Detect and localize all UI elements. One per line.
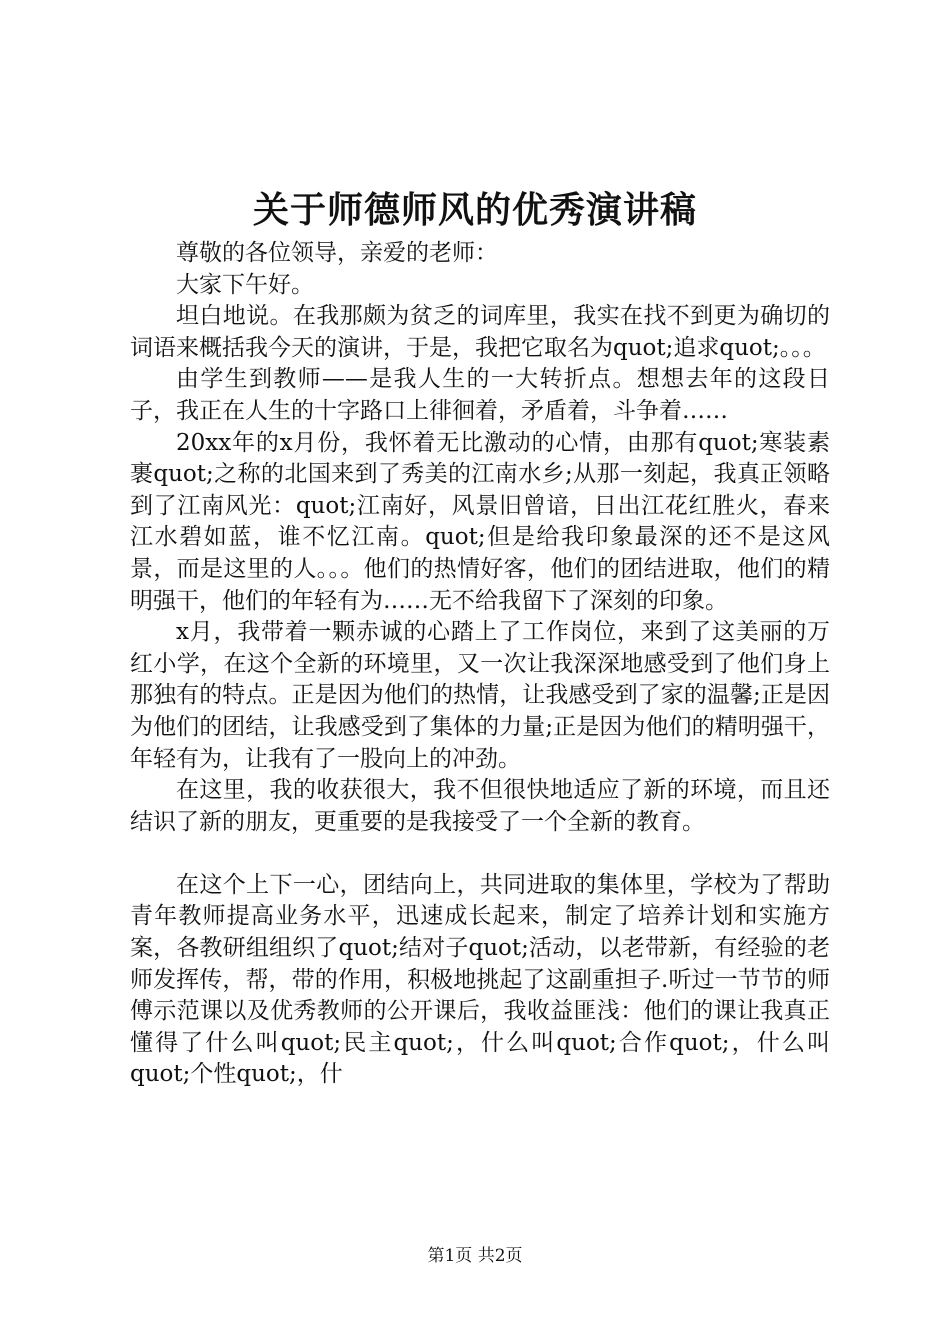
document-title: 关于师德师风的优秀演讲稿 (252, 189, 697, 231)
salutation-paragraph: 尊敬的各位领导，亲爱的老师： (176, 240, 498, 266)
page-number-footer: 第1页 共2页 (427, 1246, 523, 1266)
body-paragraph: 由学生到教师——是我人生的一大转折点。想想去年的这段日子，我正在人生的十字路口上徘徊着，矛盾着，斗争着…… (130, 366, 830, 424)
body-paragraph: 坦白地说。在我那颇为贫乏的词库里，我实在找不到更为确切的词语来概括我今天的演讲，于是，我把它取名为quot;追求quot;。。。 (130, 303, 830, 361)
greeting-paragraph: 大家下午好。 (176, 271, 314, 298)
body-paragraph: x月，我带着一颗赤诚的心踏上了工作岗位，来到了这美丽的万红小学，在这个全新的环境里，又一次让我深深地感受到了他们身上那独有的特点。正是因为他们的热情，让我感受到了家的温馨;正是因为他们的团结，让我感受到了集体的力量;正是因为他们的精明强干，年轻有为，让我有了一股向上的冲劲。 (130, 619, 830, 772)
body-paragraph: 20xx年的x月份，我怀着无比激动的心情，由那有quot;寒装素裹quot;之称的北国来到了秀美的江南水乡;从那一刻起，我真正领略到了江南风光：quot;江南好，风景旧曾谙，日出江花红胜火，春来江水碧如蓝，谁不忆江南。quot;但是给我印象最深的还不是这风景，而是这里的人。。。他们的热情好客，他们的团结进取，他们的精明强干，他们的年轻有为……无不给我留下了深刻的印象。 (130, 429, 830, 614)
document-body (130, 238, 830, 1091)
body-paragraph: 在这个上下一心，团结向上，共同进取的集体里，学校为了帮助青年教师提高业务水平，迅速成长起来，制定了培养计划和实施方案，各教研组组织了quot;结对子quot;活动，以老带新，有经验的老师发挥传，帮，带的作用，积极地挑起了这副重担子.听过一节节的师傅示范课以及优秀教师的公开课后，我收益匪浅：他们的课让我真正懂得了什么叫quot;民主quot;，什么叫quot;合作quot;，什么叫quot;个性quot;，什 (130, 871, 830, 1088)
body-paragraph: 在这里，我的收获很大，我不但很快地适应了新的环境，而且还结识了新的朋友，更重要的是我接受了一个全新的教育。 (130, 777, 830, 835)
